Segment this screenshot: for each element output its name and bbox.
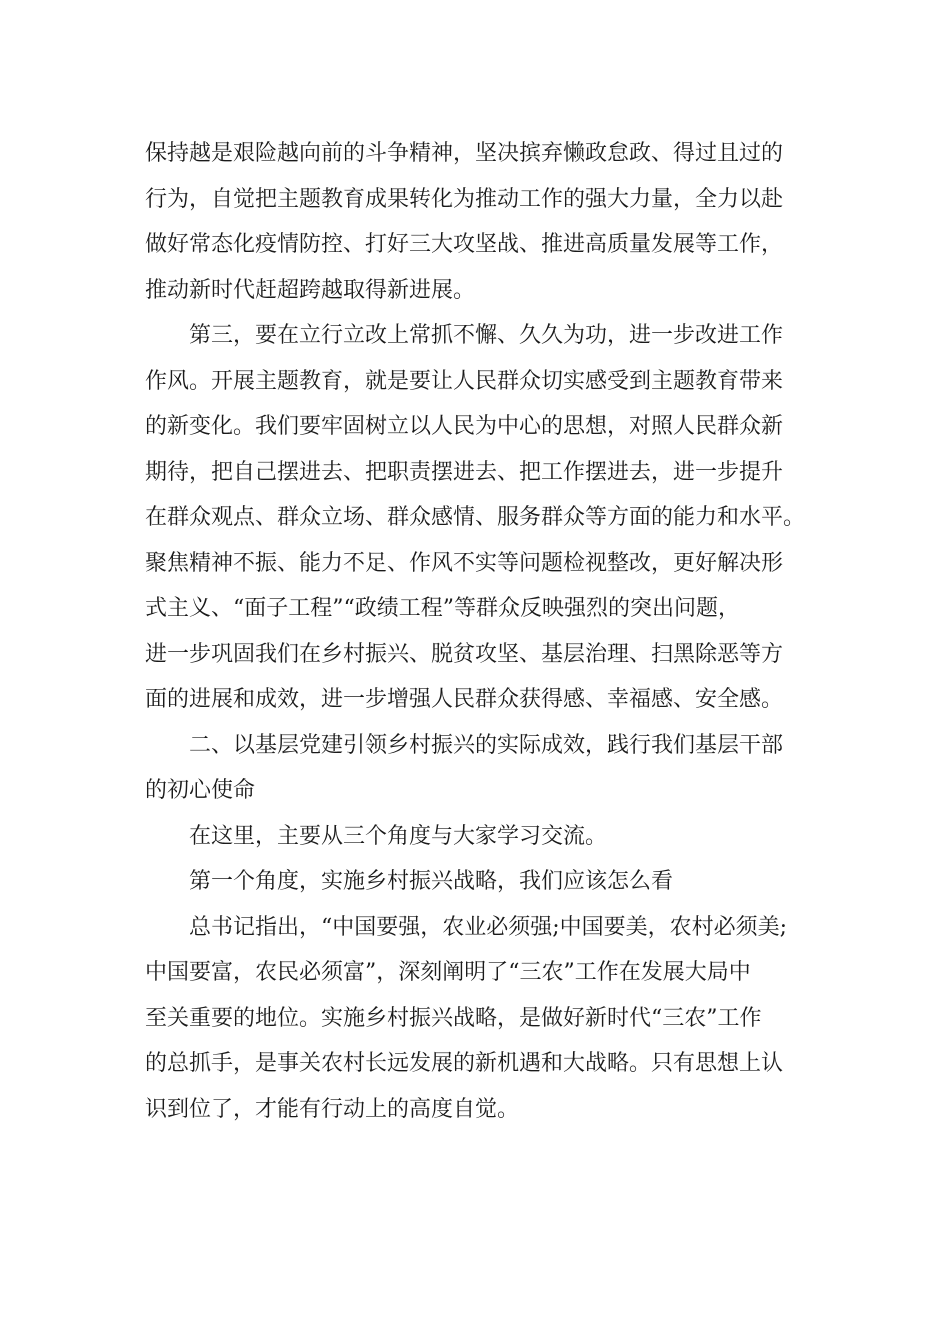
subheading-line: 第一个角度，实施乡村振兴战略，我们应该怎么看 [189,869,674,894]
paragraph-line: 至关重要的地位。实施乡村振兴战略，是做好新时代“三农”工作 [145,1005,762,1031]
section-heading-line: 二、以基层党建引领乡村振兴的实际成效，践行我们基层干部 [189,732,784,758]
paragraph-line: 的新变化。我们要牢固树立以人民为中心的思想，对照人民群众新 [145,414,784,439]
document-body [145,131,815,1132]
paragraph-line: 面的进展和成效，进一步增强人民群众获得感、幸福感、安全感。 [145,687,784,712]
paragraph-line: 第三，要在立行立改上常抓不懈、久久为功，进一步改进工作 [189,323,784,348]
paragraph-line: 的总抓手，是事关农村长远发展的新机遇和大战略。只有思想上认 [145,1051,784,1076]
section-heading-line: 的初心使命 [145,778,256,803]
paragraph-line: 保持越是艰险越向前的斗争精神，坚决摈弃懒政怠政、得过且过的 [145,141,784,166]
paragraph-line: 做好常态化疫情防控、打好三大攻坚战、推进高质量发展等工作， [145,232,784,257]
paragraph-line: 中国要富，农民必须富”，深刻阐明了“三农”工作在发展大局中 [145,960,751,985]
paragraph-line: 推动新时代赶超跨越取得新进展。 [145,277,476,303]
paragraph-line: 在这里，主要从三个角度与大家学习交流。 [189,823,608,849]
paragraph-line: 进一步巩固我们在乡村振兴、脱贫攻坚、基层治理、扫黑除恶等方 [145,641,784,667]
paragraph-line: 在群众观点、群众立场、群众感情、服务群众等方面的能力和水平。 [145,505,806,530]
paragraph-line: 式主义、“面子工程”“政绩工程”等群众反映强烈的突出问题， [145,596,740,621]
paragraph-line: 期待，把自己摆进去、把职责摆进去、把工作摆进去，进一步提升 [145,459,784,485]
paragraph-line: 行为，自觉把主题教育成果转化为推动工作的强大力量，全力以赴 [145,186,784,212]
paragraph-line: 识到位了，才能有行动上的高度自觉。 [145,1096,520,1122]
paragraph-line: 作风。开展主题教育，就是要让人民群众切实感受到主题教育带来 [145,368,784,394]
paragraph-line: 总书记指出，“中国要强，农业必须强;中国要美，农村必须美; [189,914,788,940]
paragraph-line: 聚焦精神不振、能力不足、作风不实等问题检视整改，更好解决形 [145,550,784,576]
